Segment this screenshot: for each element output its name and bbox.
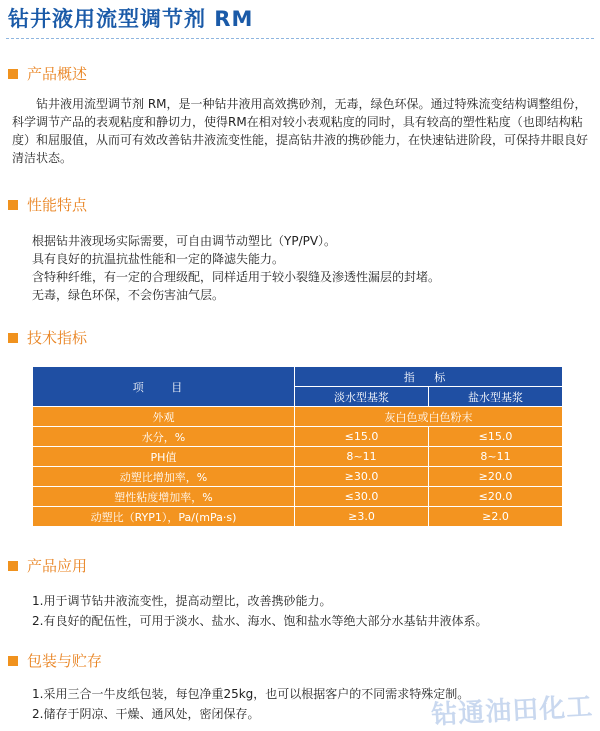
row-salt-value: 8~11 bbox=[429, 447, 563, 467]
table-header-index: 指 标 bbox=[295, 367, 563, 387]
table-header-item: 项 目 bbox=[33, 367, 295, 407]
feature-item: 无毒，绿色环保，不会伤害油气层。 bbox=[32, 288, 225, 302]
company-watermark: 钻通油田化工 bbox=[430, 692, 594, 731]
row-name: 水分，% bbox=[33, 427, 295, 447]
section-features-heading bbox=[8, 194, 87, 216]
row-salt-value: ≥2.0 bbox=[429, 507, 563, 527]
table-row bbox=[33, 507, 563, 527]
section-overview-heading bbox=[8, 63, 87, 85]
row-name: 动塑比增加率，% bbox=[33, 467, 295, 487]
application-item: 1.用于调节钻井液流变性，提高动塑比，改善携砂能力。 bbox=[32, 594, 332, 608]
row-fresh-value: ≥3.0 bbox=[295, 507, 429, 527]
table-header-fresh: 淡水型基浆 bbox=[295, 387, 429, 407]
section-packaging-label: 包装与贮存 bbox=[27, 652, 103, 670]
overview-paragraph: 钻井液用流型调节剂 RM，是一种钻井液用高效携砂剂，无毒，绿色环保。通过特殊流变结构调整组份，科学调节产品的表观粘度和静切力，使得RM在相对较小表观粘度的同时，具有较高的塑性粘度（也即结构粘度）和屈服值，从而可有效改善钻井液流变性能，提高钻井液的携砂能力，在快速钻进阶段，可保持井眼良好清洁状态。 bbox=[12, 97, 589, 165]
section-specs-label: 技术指标 bbox=[27, 329, 88, 347]
section-application-label: 产品应用 bbox=[27, 557, 88, 575]
table-row bbox=[33, 407, 563, 427]
orange-square-icon bbox=[8, 333, 18, 343]
packaging-item: 1.采用三合一牛皮纸包装，每包净重25kg，也可以根据客户的不同需求特殊定制。 bbox=[32, 687, 470, 701]
feature-item: 含特种纤维，有一定的合理级配，同样适用于较小裂缝及渗透性漏层的封堵。 bbox=[32, 270, 441, 284]
page-title: 钻井液用流型调节剂 RM bbox=[8, 7, 254, 31]
orange-square-icon bbox=[8, 69, 18, 79]
packaging-item: 2.储存于阴凉、干燥、通风处，密闭保存。 bbox=[32, 707, 260, 721]
table-row bbox=[33, 487, 563, 507]
section-packaging-heading bbox=[8, 650, 102, 672]
table-header-salt: 盐水型基浆 bbox=[429, 387, 563, 407]
orange-square-icon bbox=[8, 200, 18, 210]
row-merged-value: 灰白色或白色粉末 bbox=[295, 407, 563, 427]
feature-item: 具有良好的抗温抗盐性能和一定的降滤失能力。 bbox=[32, 252, 285, 266]
feature-item: 根据钻井液现场实际需要，可自由调节动塑比（YP/PV）。 bbox=[32, 234, 337, 248]
specs-table bbox=[32, 366, 563, 527]
application-list bbox=[32, 591, 590, 631]
features-list bbox=[32, 232, 590, 304]
table-row bbox=[33, 447, 563, 467]
section-features-label: 性能特点 bbox=[27, 196, 88, 214]
section-application-heading bbox=[8, 555, 87, 577]
table-row bbox=[33, 427, 563, 447]
row-fresh-value: ≥30.0 bbox=[295, 467, 429, 487]
orange-square-icon bbox=[8, 561, 18, 571]
row-name: 外观 bbox=[33, 407, 295, 427]
row-salt-value: ≤20.0 bbox=[429, 487, 563, 507]
table-row bbox=[33, 467, 563, 487]
section-specs-heading bbox=[8, 327, 87, 349]
title-divider bbox=[6, 38, 594, 39]
row-salt-value: ≥20.0 bbox=[429, 467, 563, 487]
section-overview-label: 产品概述 bbox=[27, 65, 88, 83]
application-item: 2.有良好的配伍性，可用于淡水、盐水、海水、饱和盐水等绝大部分水基钻井液体系。 bbox=[32, 614, 488, 628]
row-name: 动塑比（RYP1），Pa/(mPa·s) bbox=[33, 507, 295, 527]
row-name: 塑性粘度增加率，% bbox=[33, 487, 295, 507]
row-fresh-value: 8~11 bbox=[295, 447, 429, 467]
row-salt-value: ≤15.0 bbox=[429, 427, 563, 447]
row-fresh-value: ≤30.0 bbox=[295, 487, 429, 507]
row-fresh-value: ≤15.0 bbox=[295, 427, 429, 447]
orange-square-icon bbox=[8, 656, 18, 666]
row-name: PH值 bbox=[33, 447, 295, 467]
